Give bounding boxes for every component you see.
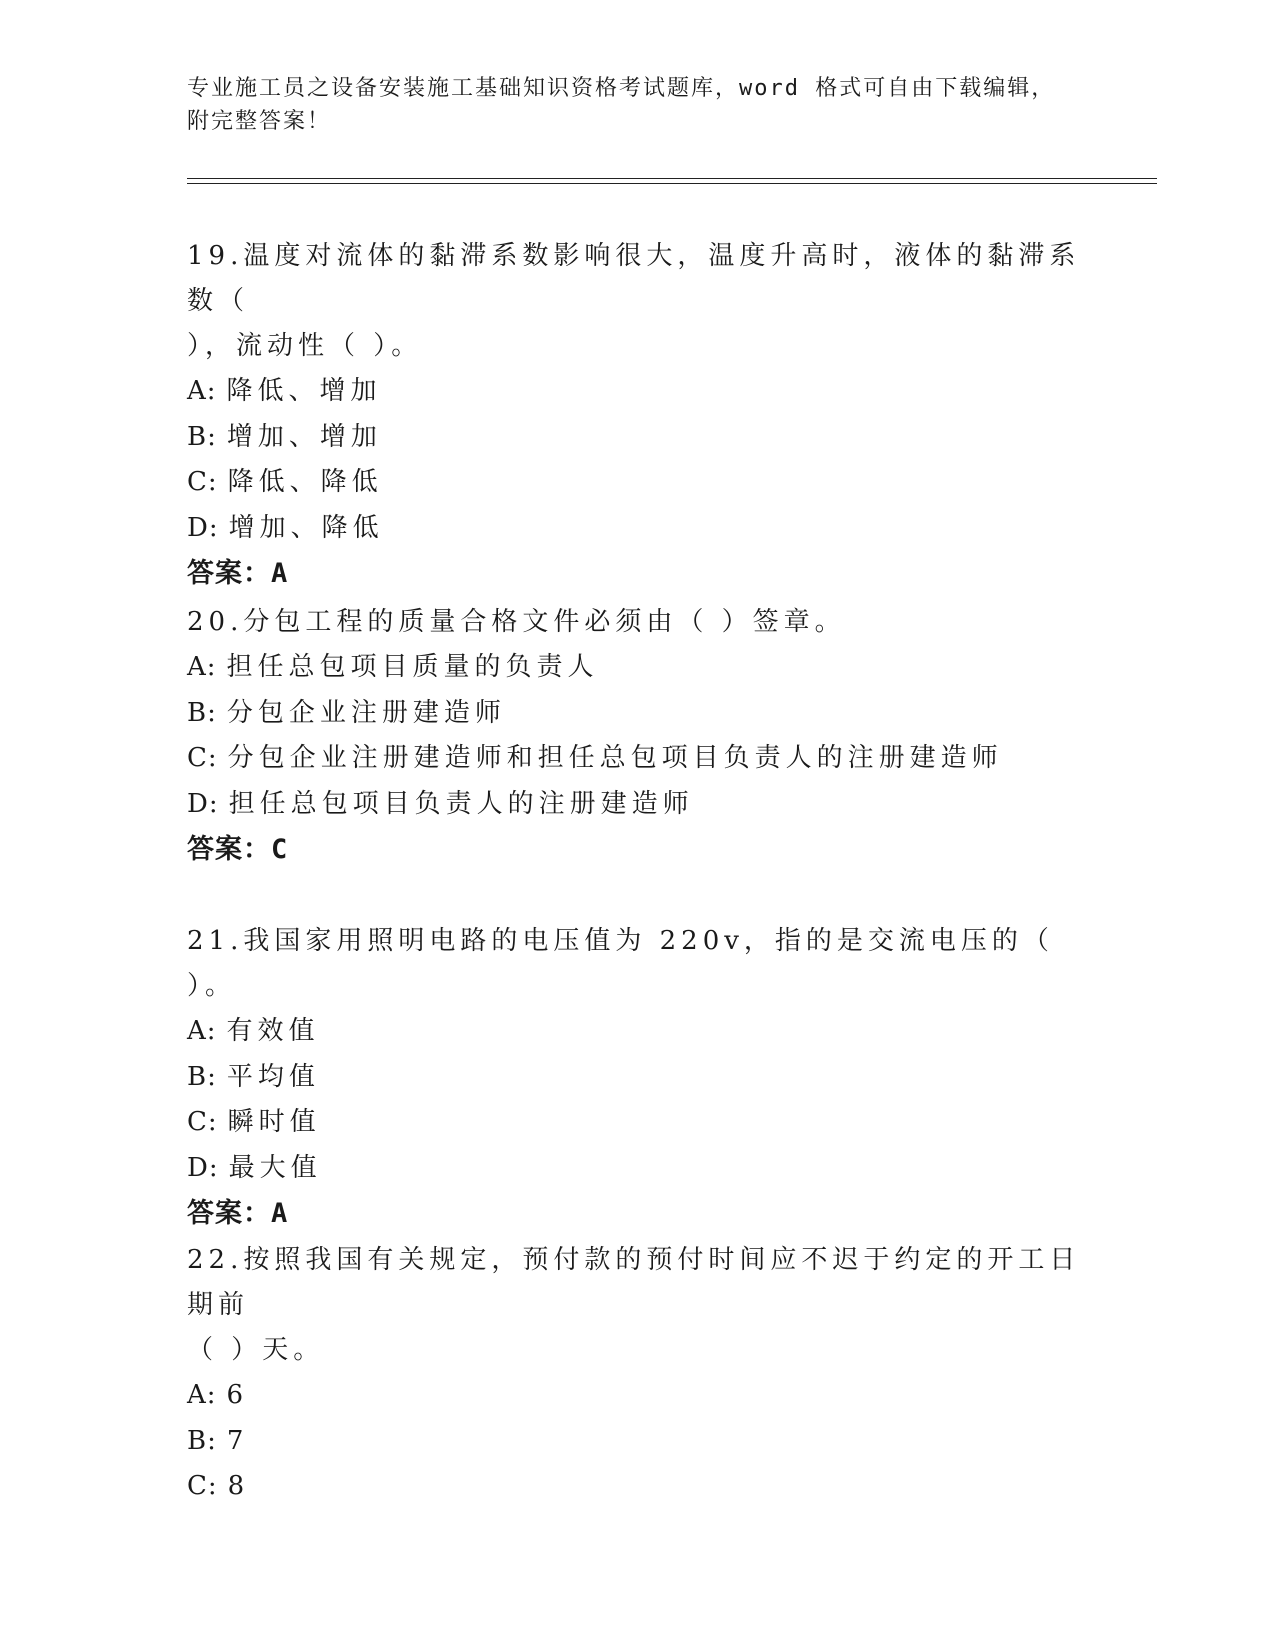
header-line-1: 专业施工员之设备安装施工基础知识资格考试题库，word 格式可自由下载编辑， (187, 76, 1056, 101)
option-b (187, 415, 1087, 461)
option-key: A: (187, 376, 217, 406)
option-key: C: (187, 743, 218, 773)
option-text: 6 (226, 1380, 249, 1410)
question-stem-line-1: 22.按照我国有关规定，预付款的预付时间应不迟于约定的开工日期前 (187, 1245, 1081, 1320)
option-key: B: (187, 1425, 217, 1456)
answer-line: 答案：A (187, 1198, 289, 1229)
option-a (187, 369, 1087, 415)
option-key: B: (187, 1061, 217, 1092)
option-key: A: (187, 1380, 217, 1410)
option-c (187, 1100, 1087, 1146)
option-text: 平均值 (226, 1061, 320, 1092)
option-a (187, 1373, 1087, 1419)
option-key: B: (187, 697, 217, 728)
option-a (187, 1009, 1087, 1055)
option-key: D: (187, 788, 219, 819)
option-a (187, 645, 1087, 691)
option-text: 担任总包项目负责人的注册建造师 (228, 788, 694, 819)
option-text: 增加、增加 (226, 421, 382, 452)
option-key: C: (187, 1107, 218, 1137)
option-d (187, 1146, 1087, 1192)
question-21 (187, 919, 1087, 1237)
option-c (187, 736, 1087, 782)
option-text: 瞬时值 (227, 1107, 321, 1137)
option-text: 分包企业注册建造师 (226, 697, 506, 728)
option-key: A: (187, 1016, 217, 1046)
question-22 (187, 1238, 1087, 1510)
option-key: A: (187, 652, 217, 682)
option-c (187, 1464, 1087, 1510)
question-stem-line-2: （ ）天。 (187, 1335, 325, 1365)
option-key: C: (187, 1471, 218, 1501)
option-b (187, 691, 1087, 737)
question-20 (187, 600, 1087, 873)
answer-line: 答案：A (187, 558, 289, 589)
option-b (187, 1419, 1087, 1465)
option-text: 分包企业注册建造师和担任总包项目负责人的注册建造师 (227, 743, 1003, 773)
question-19 (187, 234, 1087, 597)
option-text: 增加、降低 (228, 512, 384, 543)
option-text: 最大值 (228, 1152, 322, 1183)
question-stem-line-1: 21.我国家用照明电路的电压值为 220v，指的是交流电压的（ ）。 (187, 926, 1054, 1001)
option-text: 7 (226, 1425, 249, 1456)
option-text: 降低、降低 (227, 467, 383, 497)
option-text: 降低、增加 (226, 376, 382, 406)
header-divider-bottom (187, 183, 1157, 184)
header-divider-top (187, 178, 1157, 179)
option-text: 担任总包项目质量的负责人 (226, 652, 599, 682)
header-line-2: 附完整答案！ (187, 109, 332, 134)
option-c (187, 460, 1087, 506)
question-stem-line-2: ），流动性（ ）。 (187, 331, 423, 361)
question-stem-line-1: 19.温度对流体的黏滞系数影响很大，温度升高时，液体的黏滞系数（ (187, 241, 1081, 316)
option-text: 8 (227, 1471, 250, 1501)
option-key: D: (187, 1152, 219, 1183)
document-header (187, 72, 1087, 138)
option-b (187, 1055, 1087, 1101)
option-key: D: (187, 512, 219, 543)
option-key: C: (187, 467, 218, 497)
option-d (187, 506, 1087, 552)
option-text: 有效值 (226, 1016, 320, 1046)
question-stem-line-1: 20.分包工程的质量合格文件必须由（ ）签章。 (187, 607, 846, 637)
answer-line: 答案：C (187, 834, 289, 865)
option-d (187, 782, 1087, 828)
option-key: B: (187, 421, 217, 452)
